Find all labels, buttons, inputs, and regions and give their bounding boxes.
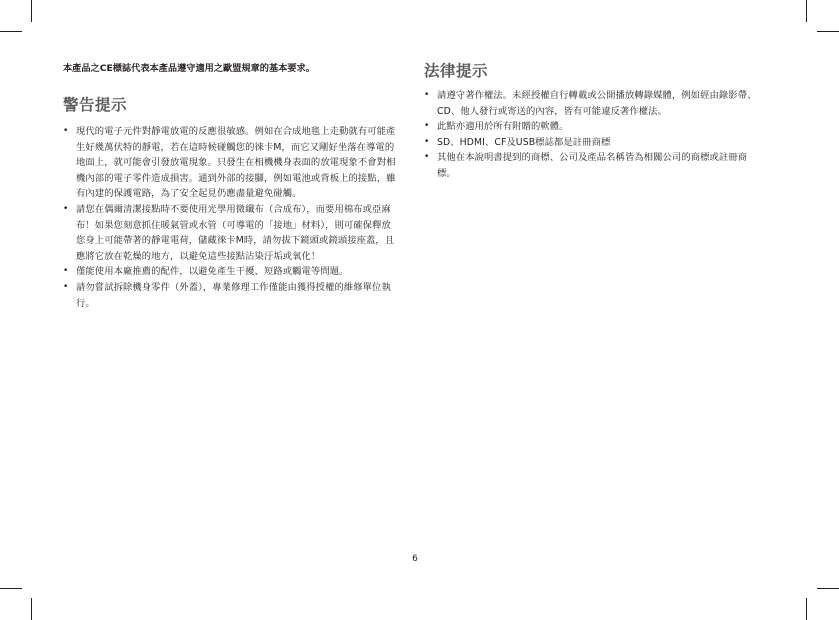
crop-mark-top-left: [31, 0, 32, 22]
warning-item-text: 請勿嘗試拆除機身零件（外蓋），專業修理工作僅能由獲得授權的維修單位執行。: [76, 281, 391, 309]
legal-title: 法律提示: [424, 62, 489, 80]
ce-statement: 本產品之CE標誌代表本產品遵守適用之歐盟規章的基本要求。: [63, 63, 315, 74]
warning-item: [63, 280, 397, 311]
warning-item-text: 請您在偶爾清潔接點時不要使用光學用微纖布（合成布），而要用棉布或亞麻布！如果您刻意抓住暖氣管或水管（可導電的「接地」材料），則可確保釋放您身上可能帶著的靜電電荷，儲藏徠卡M時，請勿拔下鏡頭或鏡頭接座蓋，且應將它放在乾燥的地方，以避免這些接點沾染汙垢或氧化！: [76, 203, 395, 262]
legal-item-text: 其他在本說明書提到的商標、公司及產品名稱皆為相關公司的商標或註冊商標。: [437, 152, 748, 179]
warning-item: [63, 124, 397, 202]
legal-item: [424, 135, 764, 151]
legal-item: [424, 88, 764, 119]
legal-item: [424, 150, 764, 181]
crop-mark-bottom-right: [806, 598, 807, 620]
bullet-icon: •: [424, 136, 430, 147]
warning-item-text: 現代的電子元件對靜電放電的反應很敏感。例如在合成地毯上走動就有可能產生好幾萬伏特的靜電，若在這時候碰觸您的徠卡M，而它又剛好坐落在導電的地面上，就可能會引發放電現象。只發生在相機機身表面的放電現象不會對相機內部的電子零件造成損害。通到外部的接腳，例如電池或背板上的接點，雖有內建的保護電路，為了安全起見仍應盡量避免碰觸。: [76, 126, 396, 200]
bullet-icon: •: [424, 90, 430, 100]
crop-mark-bottom-right-h: [817, 588, 839, 589]
bullet-icon: •: [424, 121, 430, 132]
bullet-icon: •: [63, 203, 69, 214]
bullet-icon: •: [63, 281, 69, 292]
legal-list: [424, 88, 764, 182]
crop-mark-top-right: [806, 0, 807, 22]
legal-item-text: 此點亦適用於所有附贈的軟體。: [437, 121, 569, 133]
crop-mark-bottom-left-h: [0, 588, 22, 589]
crop-mark-top-left-h: [0, 31, 22, 32]
warning-title: 警告提示: [63, 96, 128, 114]
crop-mark-top-right-h: [817, 31, 839, 32]
legal-item-text: 請遵守著作權法。未經授權自行轉載或公開播放轉錄媒體，例如經由錄影帶、CD、他人發行或寄送的內容，皆有可能違反著作權法。: [437, 90, 757, 117]
bullet-icon: •: [424, 152, 430, 163]
legal-item-text: SD、HDMI、CF及USB標誌都是註冊商標: [437, 136, 611, 148]
warning-item-text: 僅能使用本廠推薦的配件，以避免產生干擾、短路或觸電等問題。: [76, 266, 349, 278]
page-number: 6: [412, 554, 418, 564]
crop-mark-bottom-left: [31, 598, 32, 620]
bullet-icon: •: [63, 266, 69, 277]
legal-item: [424, 119, 764, 135]
warning-list: [63, 124, 397, 311]
warning-item: [63, 202, 397, 264]
bullet-icon: •: [63, 126, 69, 136]
warning-item: [63, 264, 397, 280]
